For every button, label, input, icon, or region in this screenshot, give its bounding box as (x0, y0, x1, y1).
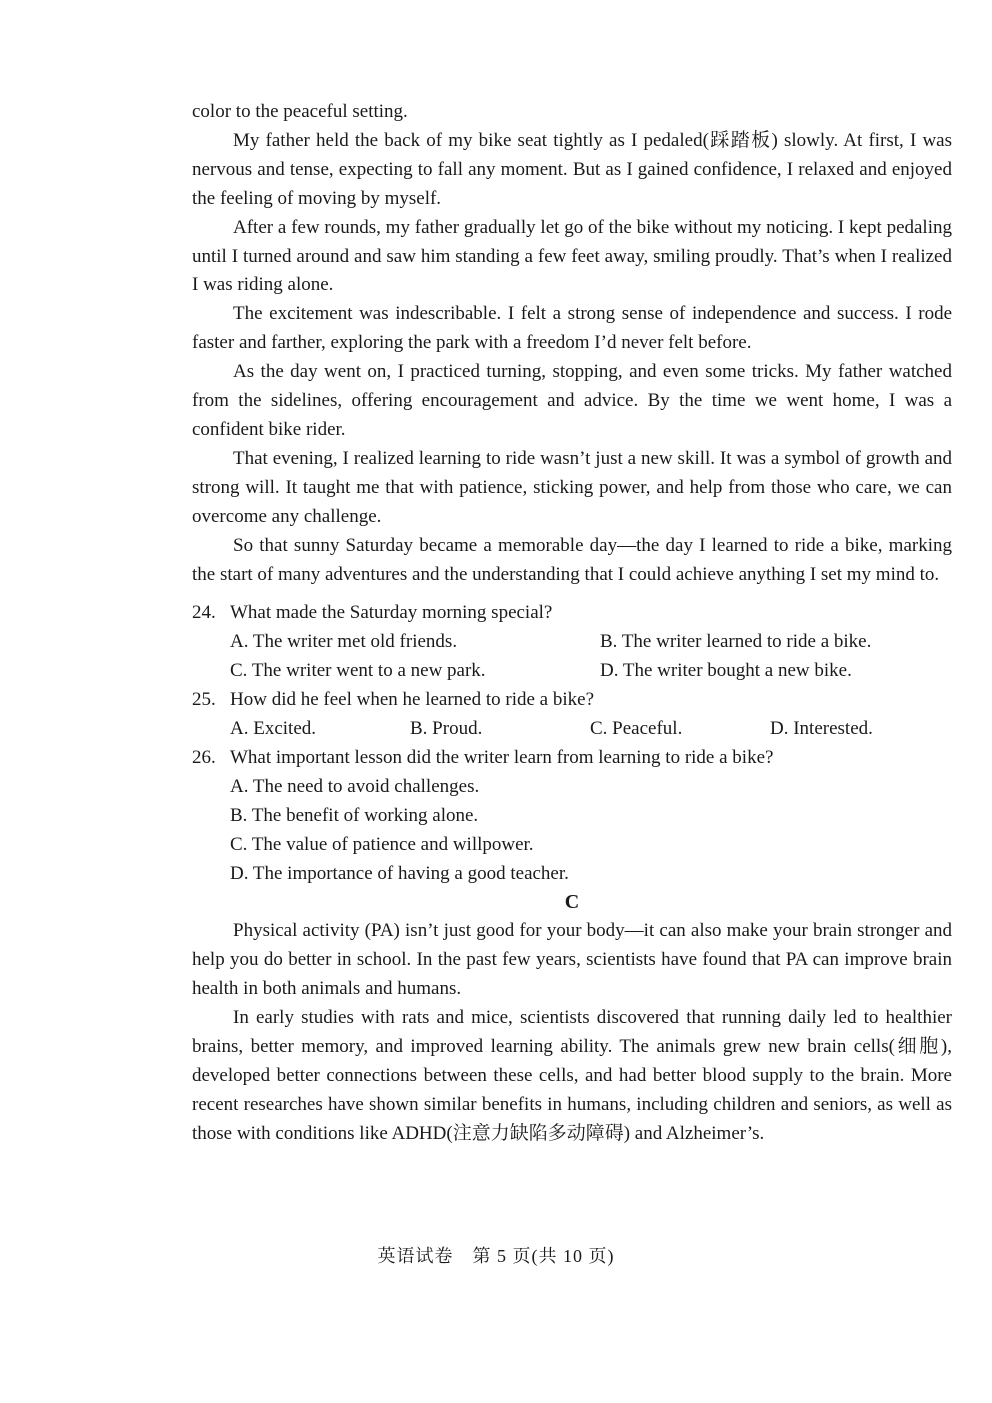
question-25 (192, 686, 952, 715)
question-list (192, 599, 952, 888)
question-number: 25. (192, 689, 216, 711)
option-c[interactable]: C. Peaceful. (590, 718, 683, 740)
question-26-options (192, 773, 952, 889)
passage-paragraph: My father held the back of my bike seat tightly as I pedaled(踩踏板) slowly. At first, I was nervous and tense, expecting to fall any moment. But as I gained confidence, I relaxed and enjoyed the feeling of moving by myself. (192, 129, 952, 209)
passage-paragraph: color to the peaceful setting. (192, 101, 408, 122)
question-text: How did he feel when he learned to ride a bike? (230, 689, 595, 711)
page-content (192, 98, 952, 1149)
question-26 (192, 744, 952, 773)
option-d[interactable]: D. The importance of having a good teacher. (230, 862, 569, 884)
option-b[interactable]: B. Proud. (410, 718, 483, 740)
question-text: What made the Saturday morning special? (230, 602, 553, 624)
question-text: What important lesson did the writer learn from learning to ride a bike? (230, 746, 774, 768)
passage-paragraph: That evening, I realized learning to ride wasn’t just a new skill. It was a symbol of growth and strong will. It taught me that with patience, sticking power, and help from those who care, we can overcome any challenge. (192, 447, 952, 527)
option-c[interactable]: C. The writer went to a new park. (230, 660, 486, 682)
option-a[interactable]: A. Excited. (230, 718, 317, 740)
passage-paragraph: The excitement was indescribable. I felt a strong sense of independence and success. I rode faster and farther, exploring the park with a freedom I’d never felt before. (192, 303, 952, 354)
passage-paragraph: So that sunny Saturday became a memorable day—the day I learned to ride a bike, marking the start of many adventures and the understanding that I could achieve anything I set my mind to. (192, 534, 952, 585)
option-a[interactable]: A. The writer met old friends. (230, 631, 458, 653)
passage-paragraph: After a few rounds, my father gradually let go of the bike without my noticing. I kept pedaling until I turned around and saw him standing a few feet away, smiling proudly. That’s when I realized I was riding alone. (192, 216, 952, 296)
question-25-options (192, 715, 952, 744)
question-number: 26. (192, 746, 216, 768)
passage-b (192, 98, 952, 589)
page-footer: 英语试卷 第 5 页(共 10 页) (377, 1246, 615, 1266)
option-d[interactable]: D. The writer bought a new bike. (600, 660, 852, 682)
passage-paragraph: In early studies with rats and mice, scientists discovered that running daily led to healthier brains, better memory, and improved learning ability. The animals grew new brain cells(细胞), developed better connections between these cells, and had better blood supply to the brain. More recent researches have shown similar benefits in humans, including children and seniors, as well as those with conditions like ADHD(注意力缺陷多动障碍) and Alzheimer’s. (192, 1007, 952, 1144)
option-b[interactable]: B. The benefit of working alone. (230, 804, 479, 826)
question-24-options (192, 628, 952, 686)
option-a[interactable]: A. The need to avoid challenges. (230, 775, 480, 797)
option-c[interactable]: C. The value of patience and willpower. (230, 833, 534, 855)
passage-paragraph: Physical activity (PA) isn’t just good for your body—it can also make your brain stronger and help you do better in school. In the past few years, scientists have found that PA can improve brain health in both animals and humans. (192, 920, 952, 1000)
passage-c (192, 888, 952, 1148)
question-24 (192, 599, 952, 628)
section-heading: C (564, 891, 580, 914)
option-b[interactable]: B. The writer learned to ride a bike. (600, 631, 872, 653)
passage-paragraph: As the day went on, I practiced turning, stopping, and even some tricks. My father watched from the sidelines, offering encouragement and advice. By the time we went home, I was a confident bike rider. (192, 361, 952, 440)
option-d[interactable]: D. Interested. (770, 718, 873, 740)
question-number: 24. (192, 602, 216, 624)
